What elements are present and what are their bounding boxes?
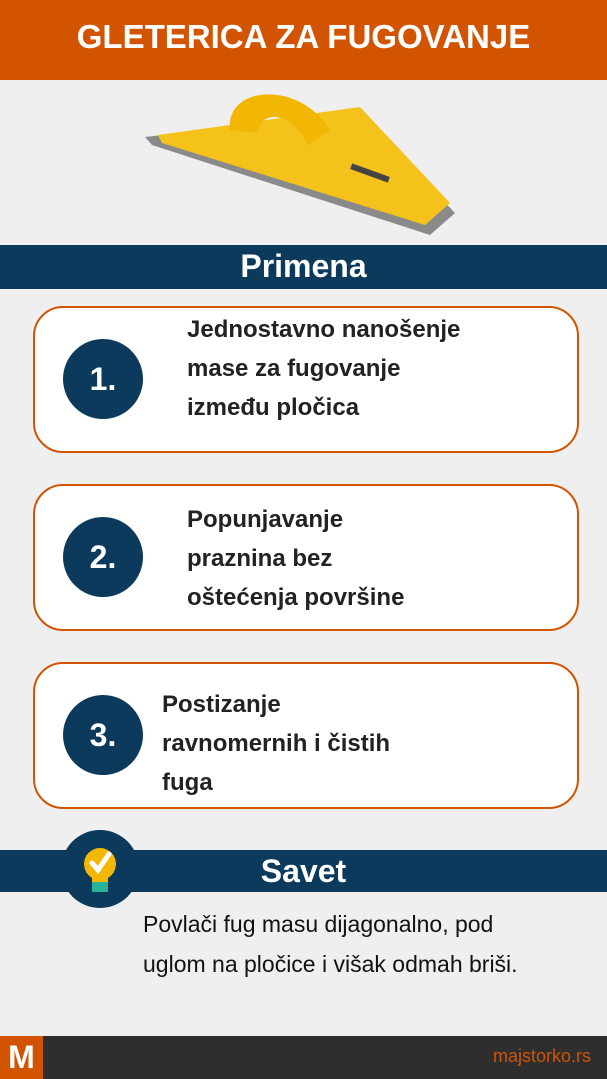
footer [0, 1036, 607, 1079]
site-link[interactable]: majstorko.rs [492, 1046, 591, 1066]
page-header [0, 0, 607, 80]
step-number: 1. [63, 339, 143, 419]
text-line: Popunjavanje [187, 506, 344, 533]
list-item [33, 484, 579, 631]
text-line: oštećenja površine [187, 584, 405, 611]
step-number: 3. [63, 695, 143, 775]
brand-logo: M [0, 1036, 43, 1079]
text-line: fuga [162, 769, 213, 796]
step-text [187, 310, 460, 427]
list-item [33, 662, 579, 809]
tip-text [143, 904, 583, 984]
text-line: ravnomernih i čistih [162, 730, 391, 757]
page-title: GLETERICA ZA FUGOVANJE [76, 18, 531, 55]
primena-band [0, 245, 607, 289]
text-line: praznina bez [187, 545, 333, 572]
lightbulb-icon [61, 830, 139, 908]
grout-float-image [140, 85, 460, 240]
step-text [187, 500, 404, 617]
text-line: Postizanje [162, 691, 281, 718]
text-line: između pločica [187, 394, 360, 421]
text-line: Povlači fug masu dijagonalno, pod [143, 911, 494, 937]
text-line: Jednostavno nanošenje [187, 316, 461, 343]
step-text [162, 685, 390, 802]
step-number: 2. [63, 517, 143, 597]
text-line: mase za fugovanje [187, 355, 401, 382]
text-line: uglom na pločice i višak odmah briši. [143, 951, 518, 977]
tip-title: Savet [260, 853, 347, 889]
list-item [33, 306, 579, 453]
section-title: Primena [240, 248, 367, 284]
